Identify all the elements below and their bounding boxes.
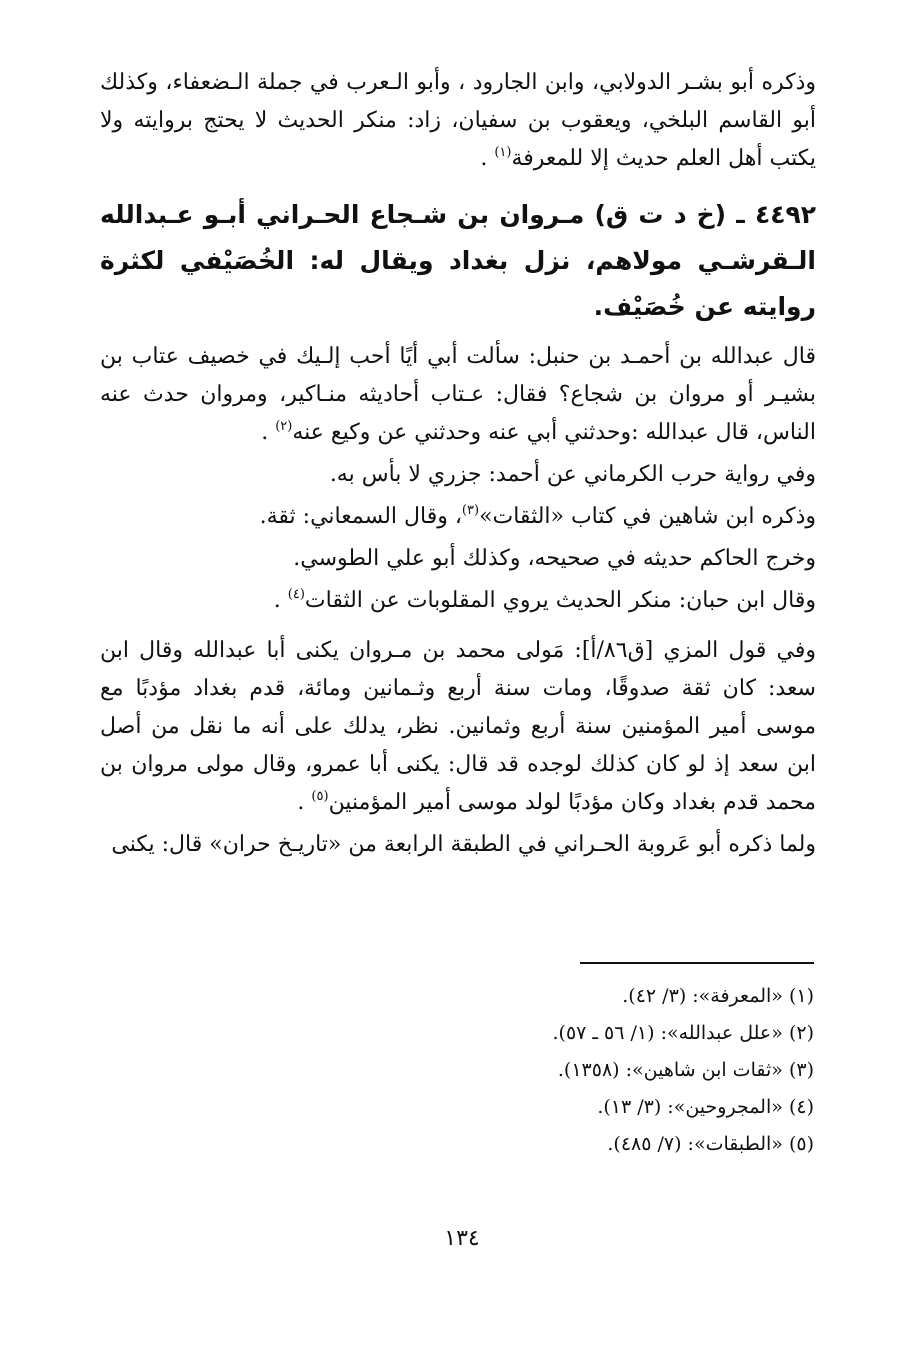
paragraph-text: قال عبدالله بن أحمـد بن حنبل: سألت أبي أيًا أحب إلـيك في خصيف عتاب بن بشيـر أو مروان بن شجاع؟ فقال: عـتاب أحاديثه منـاكير، ومروان حدث عنه الناس، قال عبدالله :وحدثني أبي عنه وحدثني عن وكيع عنه <box>100 344 816 445</box>
footnote-text: «الطبقات»: (٧/ ٤٨٥). <box>607 1133 783 1155</box>
paragraph-harb: وفي رواية حرب الكرماني عن أحمد: جزري لا بأس به. <box>329 462 816 487</box>
footnote-text: «ثقات ابن شاهين»: (١٣٥٨). <box>557 1059 783 1081</box>
paragraph-end: . <box>273 588 288 613</box>
paragraph-hakim: وخرج الحاكم حديثه في صحيحه، وكذلك أبو علي الطوسي. <box>293 546 816 571</box>
paragraph-text: وفي قول المزي [ق٨٦/أ]: مَولى محمد بن مـروان يكنى أبا عبدالله وقال ابن سعد: كان ثقة صدوقًا، ومات سنة أربع وثـمانين ومائة، قدم بغداد مؤدبًا مع موسى أمير المؤمنين سنة أربع وثمانين. نظر، يدلك على أنه ما نقل من أصل ابن سعد إذ لو كان كذلك لوجده قد قال: يكنى أبا عمرو، وقال مولى مروان بن محمد قدم بغداد وكان مؤدبًا لولد موسى أمير المؤمنين <box>100 638 816 815</box>
footnote-text: «المعرفة»: (٣/ ٤٢). <box>622 985 783 1007</box>
paragraph-text: ، وقال السمعاني: ثقة. <box>259 504 462 529</box>
paragraph-abdullah <box>100 338 816 452</box>
footnote-number: (٢) <box>788 1022 814 1044</box>
footnote-ref: (٣) <box>461 503 480 518</box>
paragraph-ibn-hibban <box>100 582 816 620</box>
paragraph-mizzi <box>100 632 816 822</box>
footnote-ref: (١) <box>494 145 512 160</box>
paragraph-text: وذكره ابن شاهين في كتاب «الثقات» <box>479 504 816 529</box>
footnote-item <box>553 1015 814 1052</box>
paragraph-end: . <box>297 790 312 815</box>
main-text <box>100 64 816 864</box>
footnote-number: (٥) <box>788 1133 814 1155</box>
paragraph-end: . <box>480 146 495 171</box>
footnote-text: «علل عبدالله»: (١/ ٥٦ ـ ٥٧). <box>552 1022 783 1044</box>
footnote-number: (٤) <box>788 1096 814 1118</box>
paragraph-end: . <box>261 420 276 445</box>
paragraph-text: وذكره أبو بشـر الدولابي، وابن الجارود ، وأبو الـعرب في جملة الـضعفاء، وكذلك أبو القاسم البلخي، ويعقوب بن سفيان، زاد: منكر الحديث لا يحتج بروايته ولا يكتب أهل العلم حديث إلا للمعرفة <box>100 70 816 171</box>
footnotes <box>553 978 814 1163</box>
footnote-number: (٣) <box>788 1059 814 1081</box>
paragraph-intro <box>100 64 816 178</box>
footnote-item <box>553 978 814 1015</box>
paragraph-text: وقال ابن حبان: منكر الحديث يروي المقلوبات عن الثقات <box>304 588 816 613</box>
footnote-item <box>553 1052 814 1089</box>
paragraph-abu-aruba: ولما ذكره أبو عَروبة الحـراني في الطبقة الرابعة من «تاريـخ حران» قال: يكنى <box>111 832 816 857</box>
paragraph-ibn-shahin <box>100 498 816 536</box>
footnote-item <box>553 1089 814 1126</box>
footnote-ref: (٢) <box>275 419 293 434</box>
footnote-divider <box>580 962 814 964</box>
page-number: ١٣٤ <box>444 1226 480 1251</box>
footnote-ref: (٥) <box>311 789 329 804</box>
footnote-text: «المجروحين»: (٣/ ١٣). <box>597 1096 783 1118</box>
footnote-ref: (٤) <box>287 587 305 602</box>
entry-heading: ٤٤٩٢ ـ (خ د ت ق) مـروان بن شـجاع الحـراني أبـو عـبدالله الـقرشـي مولاهم، نزل بغداد ويقال له: الخُصَيْفي لكثرة روايته عن خُصَيْف. <box>100 200 816 321</box>
footnote-number: (١) <box>788 985 814 1007</box>
footnote-item <box>553 1126 814 1163</box>
